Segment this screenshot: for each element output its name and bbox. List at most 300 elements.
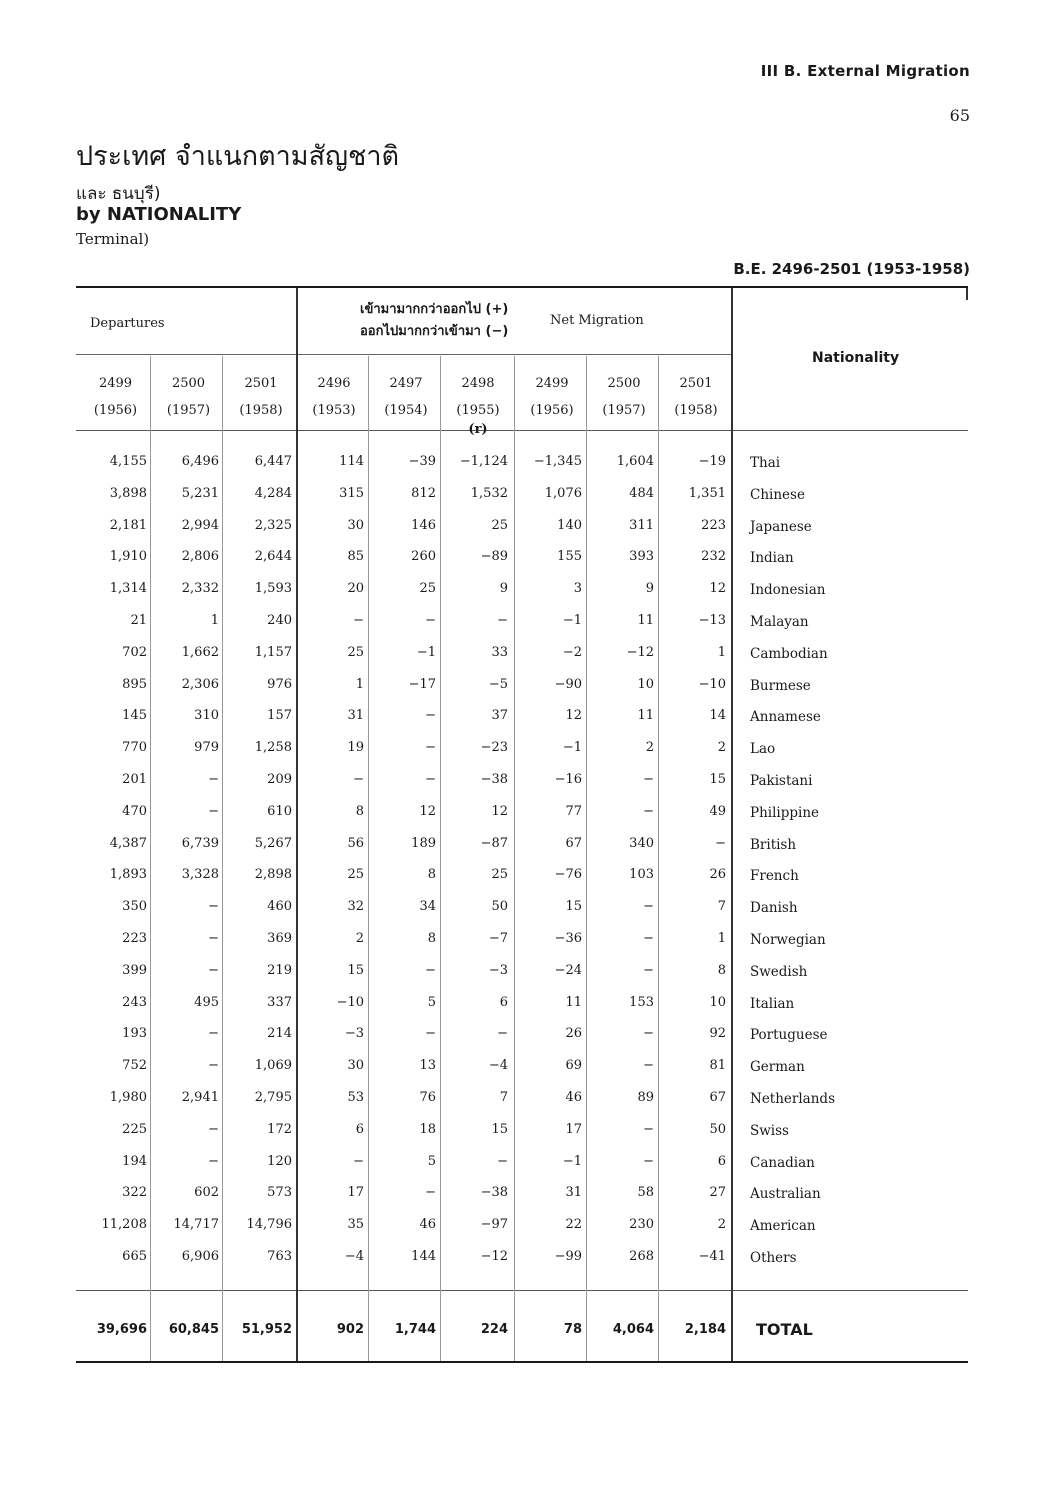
net-migration-cell: − — [353, 1153, 364, 1169]
net-migration-cell: − — [353, 772, 364, 787]
nationality-label: Malayan — [750, 614, 809, 630]
nationality-label: Portuguese — [750, 1027, 828, 1044]
net-migration-cell: 6 — [355, 1121, 364, 1137]
net-migration-cell: −89 — [480, 549, 508, 565]
net-migration-cell: −16 — [554, 772, 582, 787]
net-migration-cell: −41 — [698, 1249, 726, 1264]
net-migration-cell: 22 — [565, 1217, 582, 1233]
column-divider — [658, 356, 659, 1361]
column-header-be-year: 2500 — [171, 376, 206, 391]
net-migration-cell: − — [425, 772, 436, 787]
departures-cell: 214 — [267, 1026, 292, 1042]
net-migration-cell: −2 — [562, 644, 582, 660]
net-migration-cell: −1,345 — [533, 454, 582, 469]
nationality-label: Swiss — [750, 1122, 789, 1139]
departures-cell: 2,994 — [181, 517, 219, 533]
departures-cell: − — [208, 931, 219, 946]
net-migration-cell: −13 — [698, 613, 726, 628]
column-header-be-year: 2501 — [679, 376, 713, 391]
departures-cell: 979 — [194, 740, 219, 756]
column-divider — [514, 356, 515, 1361]
departures-group-header: Departures — [90, 316, 165, 331]
departures-cell: 573 — [267, 1185, 292, 1201]
total-cell: 60,845 — [168, 1322, 219, 1337]
departures-cell: 1,893 — [109, 867, 147, 883]
column-header — [588, 370, 660, 424]
total-label: TOTAL — [756, 1320, 813, 1339]
net-migration-cell: 33 — [491, 644, 508, 660]
nationality-label: Thai — [750, 455, 781, 471]
column-header — [660, 370, 732, 424]
total-cell: 39,696 — [96, 1322, 147, 1337]
net-migration-cell: 89 — [637, 1090, 654, 1105]
total-cell: 78 — [563, 1322, 582, 1337]
nationality-label: Chinese — [750, 486, 805, 503]
net-migration-cell: 30 — [347, 517, 364, 533]
net-migration-cell: 81 — [709, 1058, 726, 1074]
net-migration-cell: 2 — [645, 740, 654, 756]
net-migration-cell: −4 — [488, 1058, 508, 1074]
net-migration-cell: 32 — [347, 899, 364, 915]
net-migration-cell: 18 — [419, 1121, 436, 1137]
nationality-label: Norwegian — [750, 932, 826, 948]
net-migration-cell: −36 — [554, 931, 582, 946]
column-divider — [731, 288, 733, 1361]
thai-subtitle: และ ธนบุรี) — [76, 184, 161, 204]
net-thai-line1: เข้ามามากกว่าออกไป (+) — [360, 302, 509, 317]
departures-cell: 209 — [267, 772, 292, 787]
net-migration-cell: 7 — [499, 1090, 508, 1105]
net-migration-cell: 31 — [347, 708, 364, 724]
column-header-ad-year: (1954) — [384, 403, 428, 418]
nationality-label: Pakistani — [750, 773, 813, 789]
net-migration-cell: −12 — [480, 1249, 508, 1264]
net-migration-cell: 146 — [411, 517, 436, 533]
net-migration-cell: − — [643, 1058, 654, 1074]
net-migration-cell: 12 — [419, 803, 436, 819]
departures-cell: 193 — [122, 1026, 147, 1042]
net-migration-cell: 155 — [557, 549, 582, 565]
departures-cell: 2,806 — [181, 549, 219, 565]
departures-cell: 11,208 — [101, 1217, 147, 1233]
departures-cell: 1,980 — [109, 1090, 147, 1105]
net-migration-cell: 92 — [709, 1026, 726, 1042]
net-migration-cell: 77 — [565, 803, 582, 819]
nationality-header: Nationality — [812, 350, 900, 366]
departures-cell: 6,906 — [181, 1249, 219, 1264]
total-cell: 2,184 — [684, 1322, 726, 1337]
departures-cell: 460 — [267, 899, 292, 915]
net-migration-cell: −97 — [480, 1217, 508, 1233]
net-migration-cell: 340 — [629, 835, 654, 851]
departures-cell: 4,284 — [254, 485, 292, 501]
departures-cell: 2,898 — [254, 867, 292, 883]
departures-cell: 6,447 — [254, 454, 292, 469]
net-migration-cell: 9 — [645, 581, 654, 597]
period-label: B.E. 2496-2501 (1953-1958) — [733, 260, 970, 278]
net-migration-cell: 17 — [347, 1185, 364, 1201]
terminal-note: Terminal) — [76, 230, 150, 248]
column-header-ad-year: (1956) — [530, 403, 574, 418]
departures-cell: 895 — [122, 676, 147, 692]
departures-cell: 2,181 — [109, 517, 147, 533]
departures-cell: 201 — [122, 772, 147, 787]
net-migration-cell: 2 — [717, 740, 726, 756]
nationality-label: Indonesian — [750, 582, 826, 599]
nationality-label: Italian — [750, 995, 795, 1012]
column-header — [442, 370, 514, 436]
net-migration-cell: − — [643, 899, 654, 915]
net-migration-cell: 56 — [347, 835, 364, 851]
departures-cell: 14,717 — [173, 1217, 219, 1233]
net-migration-cell: 26 — [565, 1026, 582, 1042]
net-migration-cell: −12 — [626, 644, 654, 660]
departures-cell: − — [208, 772, 219, 787]
net-migration-cell: 5 — [427, 1153, 436, 1169]
table-bottom-rule — [76, 1361, 968, 1363]
column-header — [370, 370, 442, 424]
net-migration-cell: −1 — [562, 1153, 582, 1169]
column-header-ad-year: (1956) — [93, 403, 138, 418]
departures-cell: 702 — [122, 644, 147, 660]
column-header-ad-year: (1957) — [602, 403, 646, 418]
total-cell: 51,952 — [241, 1322, 292, 1337]
net-migration-cell: −1 — [562, 740, 582, 756]
net-migration-cell: 8 — [427, 867, 436, 883]
column-header-be-year: 2500 — [607, 376, 641, 391]
net-migration-cell: 50 — [491, 899, 508, 915]
net-migration-cell: 37 — [491, 708, 508, 724]
nationality-label: Australian — [750, 1186, 821, 1203]
departures-cell: 3,898 — [109, 485, 147, 501]
net-migration-cell: 223 — [701, 517, 726, 533]
thai-title: ประเทศ จำแนกตามสัญชาติ — [76, 141, 400, 172]
net-migration-header: Net Migration — [550, 313, 644, 328]
net-migration-cell: − — [643, 931, 654, 946]
net-migration-cell: 9 — [499, 581, 508, 597]
departures-cell: 310 — [194, 708, 219, 724]
net-migration-cell: 812 — [411, 485, 436, 501]
net-migration-cell: −39 — [408, 454, 436, 469]
net-migration-cell: − — [425, 740, 436, 756]
net-migration-cell: − — [643, 962, 654, 978]
column-divider — [368, 356, 369, 1361]
net-thai-label — [360, 299, 508, 343]
column-divider — [222, 356, 223, 1361]
net-migration-cell: 25 — [347, 867, 364, 883]
net-migration-cell: 14 — [709, 708, 726, 724]
net-migration-cell: 393 — [629, 549, 654, 565]
departures-cell: 1,157 — [254, 644, 292, 660]
total-cell: 902 — [336, 1322, 364, 1337]
net-migration-cell: − — [425, 613, 436, 628]
total-top-rule — [76, 1290, 968, 1291]
departures-cell: − — [208, 1026, 219, 1042]
column-header-ad-year: (1958) — [239, 403, 283, 418]
net-migration-cell: 1,532 — [470, 485, 508, 501]
nationality-label: Lao — [750, 741, 776, 758]
net-migration-cell: 67 — [565, 835, 582, 851]
departures-cell: 2,795 — [254, 1090, 292, 1105]
departures-cell: 495 — [194, 994, 219, 1010]
net-migration-cell: −19 — [698, 454, 726, 469]
departures-cell: 240 — [267, 613, 292, 628]
net-migration-cell: −24 — [554, 962, 582, 978]
net-migration-cell: − — [425, 1185, 436, 1201]
departures-cell: 1,910 — [109, 549, 147, 565]
column-header-be-year: 2499 — [535, 376, 569, 391]
net-migration-cell: 25 — [491, 867, 508, 883]
departures-cell: 219 — [267, 962, 292, 978]
departures-cell: − — [208, 1058, 219, 1074]
net-migration-cell: 10 — [709, 994, 726, 1010]
net-migration-cell: 30 — [347, 1058, 364, 1074]
net-migration-cell: 114 — [339, 454, 364, 469]
column-divider — [586, 356, 587, 1361]
net-migration-cell: 13 — [419, 1058, 436, 1074]
departures-cell: 1 — [210, 613, 219, 628]
column-header-ad-year: (1953) — [312, 403, 356, 418]
net-migration-cell: 232 — [701, 549, 726, 565]
net-migration-cell: 76 — [419, 1090, 436, 1105]
net-migration-cell: − — [643, 1153, 654, 1169]
net-migration-cell: 11 — [637, 708, 654, 724]
total-cell: 1,744 — [394, 1322, 436, 1337]
net-migration-cell: 19 — [347, 740, 364, 756]
net-migration-cell: 46 — [565, 1090, 582, 1105]
column-header-ad-year: (1958) — [674, 403, 718, 418]
net-migration-cell: − — [497, 1026, 508, 1042]
net-migration-cell: −38 — [480, 1185, 508, 1201]
net-migration-cell: 6 — [499, 994, 508, 1010]
departures-cell: 763 — [267, 1249, 292, 1264]
net-migration-cell: 1,076 — [544, 485, 582, 501]
net-migration-cell: 35 — [347, 1217, 364, 1233]
column-header-ad-year: (1957) — [166, 403, 211, 418]
net-migration-cell: − — [643, 772, 654, 787]
departures-cell: 350 — [122, 899, 147, 915]
departures-cell: − — [208, 803, 219, 819]
departures-cell: 322 — [122, 1185, 147, 1201]
net-migration-cell: 2 — [717, 1217, 726, 1233]
departures-cell: 6,496 — [181, 454, 219, 469]
net-migration-cell: 260 — [411, 549, 436, 565]
net-migration-cell: −7 — [488, 931, 508, 946]
departures-cell: 6,739 — [181, 835, 219, 851]
net-migration-cell: 11 — [637, 613, 654, 628]
header-bottom-rule — [76, 430, 968, 431]
net-migration-cell: 85 — [347, 549, 364, 565]
departures-cell: 2,306 — [181, 676, 219, 692]
english-title: by NATIONALITY — [76, 204, 242, 225]
net-migration-cell: −10 — [698, 676, 726, 692]
net-migration-cell: 15 — [565, 899, 582, 915]
net-migration-cell: 15 — [709, 772, 726, 787]
net-migration-cell: 140 — [557, 517, 582, 533]
net-migration-cell: −5 — [488, 676, 508, 692]
departures-cell: 14,796 — [246, 1217, 292, 1233]
net-migration-cell: − — [497, 613, 508, 628]
net-migration-cell: 103 — [629, 867, 654, 883]
column-header-be-year: 2497 — [389, 376, 423, 391]
departures-cell: 2,332 — [181, 581, 219, 597]
net-migration-cell: 34 — [419, 899, 436, 915]
net-migration-cell: −1,124 — [459, 454, 508, 469]
nationality-label: Netherlands — [750, 1091, 835, 1107]
net-migration-cell: −17 — [408, 676, 436, 692]
net-migration-cell: − — [497, 1153, 508, 1169]
departures-cell: 1,258 — [254, 740, 292, 756]
departures-cell: − — [208, 1153, 219, 1169]
net-migration-cell: −3 — [488, 962, 508, 978]
departures-cell: − — [208, 962, 219, 978]
net-migration-cell: 8 — [355, 803, 364, 819]
net-migration-cell: − — [425, 708, 436, 724]
departures-cell: 172 — [267, 1121, 292, 1137]
net-migration-cell: 3 — [573, 581, 582, 597]
net-migration-cell: −76 — [554, 867, 582, 883]
departures-cell: 4,155 — [109, 454, 147, 469]
net-migration-cell: −38 — [480, 772, 508, 787]
departures-cell: 337 — [267, 994, 292, 1010]
net-migration-cell: −1 — [416, 644, 436, 660]
net-migration-cell: −87 — [480, 835, 508, 851]
net-migration-cell: 67 — [709, 1090, 726, 1105]
nationality-label: Burmese — [750, 677, 811, 694]
net-migration-cell: 50 — [709, 1121, 726, 1137]
net-migration-cell: 1 — [717, 931, 726, 946]
net-migration-cell: 10 — [637, 676, 654, 692]
net-migration-cell: − — [643, 803, 654, 819]
departures-cell: − — [208, 1121, 219, 1137]
header-mid-rule — [76, 354, 731, 355]
net-migration-cell: 46 — [419, 1217, 436, 1233]
net-migration-cell: −99 — [554, 1249, 582, 1264]
net-migration-cell: 12 — [565, 708, 582, 724]
departures-cell: 194 — [122, 1153, 147, 1169]
departures-cell: − — [208, 899, 219, 915]
departures-cell: 1,069 — [254, 1058, 292, 1074]
net-migration-cell: 7 — [717, 899, 726, 915]
column-divider — [440, 356, 441, 1361]
net-migration-cell: 15 — [347, 962, 364, 978]
net-migration-cell: 1 — [717, 644, 726, 660]
net-thai-line2: ออกไปมากกว่าเข้ามา (−) — [360, 324, 509, 339]
nationality-label: Indian — [750, 550, 794, 567]
net-migration-cell: −1 — [562, 613, 582, 628]
net-migration-cell: 26 — [709, 867, 726, 883]
column-header-ad-year: (1955) — [456, 403, 500, 418]
net-migration-cell: 5 — [427, 994, 436, 1010]
net-migration-cell: 53 — [347, 1090, 364, 1105]
net-migration-cell: −10 — [336, 994, 364, 1010]
departures-cell: 369 — [267, 931, 292, 946]
departures-cell: 1,593 — [254, 581, 292, 597]
nationality-label: Japanese — [750, 518, 812, 535]
net-migration-cell: − — [425, 1026, 436, 1042]
net-migration-cell: 268 — [629, 1249, 654, 1264]
net-migration-cell: − — [715, 835, 726, 851]
page-number: 65 — [949, 106, 970, 125]
net-migration-cell: 58 — [637, 1185, 654, 1201]
net-migration-cell: − — [425, 962, 436, 978]
net-migration-cell: 6 — [717, 1153, 726, 1169]
nationality-label: Swedish — [750, 963, 808, 980]
departures-cell: 752 — [122, 1058, 147, 1074]
nationality-label: Philippine — [750, 804, 820, 821]
net-migration-cell: 144 — [411, 1249, 436, 1264]
column-header-be-year: 2496 — [317, 376, 351, 391]
net-migration-cell: 2 — [355, 931, 364, 946]
net-migration-cell: − — [353, 613, 364, 628]
net-migration-cell: − — [643, 1121, 654, 1137]
departures-cell: 157 — [267, 708, 292, 724]
departures-cell: 2,325 — [254, 517, 292, 533]
departures-cell: 665 — [122, 1249, 147, 1264]
net-migration-cell: 25 — [491, 517, 508, 533]
nationality-label: British — [750, 836, 797, 853]
net-migration-cell: 20 — [347, 581, 364, 597]
net-migration-cell: 8 — [717, 962, 726, 978]
column-header — [516, 370, 588, 424]
net-migration-cell: 315 — [339, 485, 364, 501]
section-title: III B. External Migration — [760, 62, 970, 80]
net-migration-cell: 1,351 — [688, 485, 726, 501]
column-divider — [150, 356, 151, 1361]
column-header-note: (r) — [468, 422, 488, 437]
nationality-label: Cambodian — [750, 645, 828, 662]
departures-cell: 2,644 — [254, 549, 292, 565]
table-top-rule — [76, 286, 968, 288]
total-cell: 224 — [480, 1322, 508, 1337]
departures-cell: 3,328 — [181, 867, 219, 883]
net-migration-cell: 189 — [411, 835, 436, 851]
net-migration-cell: 484 — [629, 485, 654, 501]
column-header — [298, 370, 370, 424]
column-header-be-year: 2499 — [98, 376, 133, 391]
net-migration-cell: 25 — [419, 581, 436, 597]
nationality-label: Others — [750, 1250, 797, 1266]
departures-cell: 5,231 — [181, 485, 219, 501]
net-migration-cell: 27 — [709, 1185, 726, 1201]
net-migration-cell: 8 — [427, 931, 436, 946]
nationality-label: Canadian — [750, 1154, 815, 1171]
nationality-label: American — [750, 1218, 816, 1235]
departures-cell: 1,314 — [109, 581, 147, 597]
departures-cell: 399 — [122, 962, 147, 978]
departures-cell: 120 — [267, 1153, 292, 1169]
net-migration-cell: 1,604 — [616, 454, 654, 469]
departures-cell: 770 — [122, 740, 147, 756]
column-header — [224, 370, 298, 424]
departures-cell: 243 — [122, 994, 147, 1010]
net-migration-cell: 12 — [709, 581, 726, 597]
net-migration-cell: 69 — [565, 1058, 582, 1074]
column-header — [152, 370, 225, 424]
nationality-label: Annamese — [750, 709, 821, 726]
nationality-label: French — [750, 868, 799, 885]
departures-cell: 976 — [267, 676, 292, 692]
column-header-be-year: 2501 — [244, 376, 278, 391]
departures-cell: 610 — [267, 803, 292, 819]
net-migration-cell: 17 — [565, 1121, 582, 1137]
net-migration-cell: −90 — [554, 676, 582, 692]
column-header-be-year: 2498 — [461, 376, 495, 391]
net-migration-cell: 25 — [347, 644, 364, 660]
departures-cell: 602 — [194, 1185, 219, 1201]
net-migration-cell: − — [643, 1026, 654, 1042]
departures-cell: 223 — [122, 931, 147, 946]
